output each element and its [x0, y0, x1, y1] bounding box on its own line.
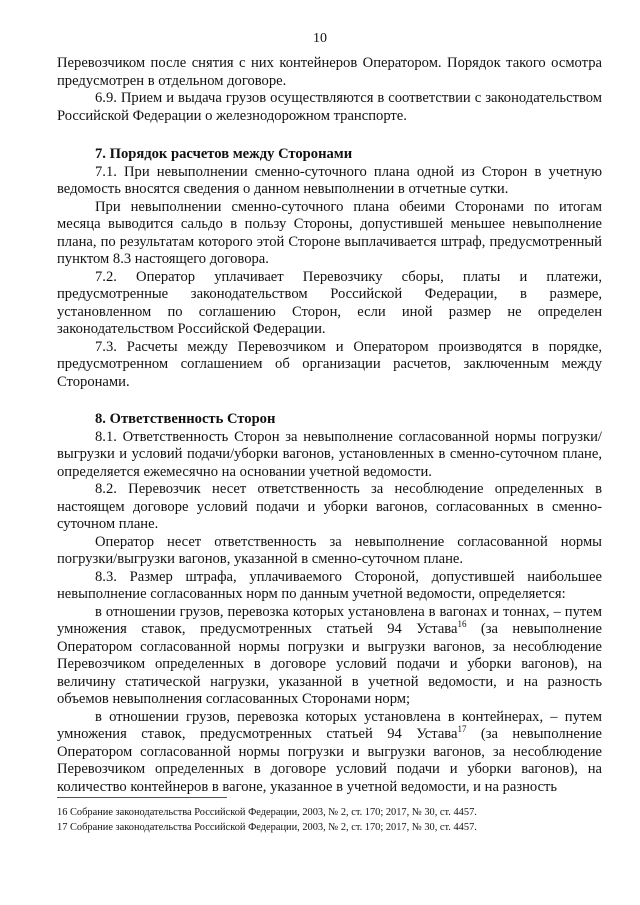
- footnote-ref[interactable]: 17: [457, 724, 467, 734]
- footnote-ref[interactable]: 16: [457, 619, 467, 629]
- paragraph: 7.1. При невыполнении сменно-суточного плана одной из Сторон в учетную ведомость вносятся сведения о данном невыполнении в отчетные сутки.: [57, 163, 602, 197]
- footnote-16: 16 Собрание законодательства Российской Федерации, 2003, № 2, ст. 170; 2017, № 30, ст. 4457.: [57, 807, 477, 818]
- paragraph-text: в отношении грузов, перевозка которых установлена в вагонах и тоннах, – путем умножения ставок, предусмотренных статьей 94 Устава: [57, 603, 602, 637]
- paragraph: Перевозчиком после снятия с них контейнеров Оператором. Порядок такого осмотра предусмотрен в отдельном договоре.: [57, 55, 602, 89]
- paragraph-text: (за невыполнение Оператором согласованной нормы погрузки и выгрузки вагонов, за несоблюдение Перевозчиком определенных в договоре условий подачи и уборки вагонов), на количество контейнеров в вагоне, указанное в учетной ведомости, и на разность: [57, 726, 602, 795]
- paragraph-with-footnote: [57, 604, 602, 709]
- paragraph: 8.2. Перевозчик несет ответственность за несоблюдение определенных в настоящем договоре условий подачи и уборки вагонов, согласованных в сменно-суточном плане.: [57, 481, 602, 532]
- paragraph: При невыполнении сменно-суточного плана обеими Сторонами по итогам месяца выводится сальдо в пользу Стороны, допустившей меньшее невыполнение плана, по результатам которого этой Стороне выплачивается штраф, предусмотренный пунктом 8.3 настоящего договора.: [57, 198, 602, 267]
- paragraph: Оператор несет ответственность за невыполнение согласованной нормы погрузки/выгрузки вагонов, указанной в сменно-суточном плане.: [57, 533, 602, 567]
- document-body: [57, 55, 602, 796]
- paragraph: 7.2. Оператор уплачивает Перевозчику сборы, платы и платежи, предусмотренные законодательством Российской Федерации, в размере, установленном по соглашению Сторон, если иной размер не определен законодательством Российской Федерации.: [57, 268, 602, 337]
- paragraph-with-footnote: [57, 709, 602, 797]
- section-heading: 7. Порядок расчетов между Сторонами: [95, 146, 353, 162]
- paragraph-text: в отношении грузов, перевозка которых установлена в контейнерах, – путем умножения ставок, предусмотренных статьей 94 Устава: [57, 708, 602, 742]
- section-heading: 8. Ответственность Сторон: [95, 411, 276, 427]
- paragraph: 8.3. Размер штрафа, уплачиваемого Стороной, допустившей наибольшее невыполнение согласованных норм по данным учетной ведомости, определяется:: [57, 568, 602, 602]
- paragraph-text: (за невыполнение Оператором согласованной нормы погрузки и выгрузки вагонов, за несоблюдение Перевозчиком определенных в договоре условий подачи и уборки вагонов), на величину статической нагрузки, указанной в учетной ведомости, и на разность объемов невыполнения согласованных Сторонами норм;: [57, 621, 602, 707]
- paragraph: 6.9. Прием и выдача грузов осуществляются в соответствии с законодательством Российской Федерации о железнодорожном транспорте.: [57, 90, 602, 124]
- paragraph: 7.3. Расчеты между Перевозчиком и Оператором производятся в порядке, предусмотренном соглашением об организации расчетов, заключенным между Сторонами.: [57, 338, 602, 390]
- footnote-divider: [57, 797, 227, 798]
- paragraph: 8.1. Ответственность Сторон за невыполнение согласованной нормы погрузки/выгрузки и условий подачи/уборки вагонов, установленных в сменно-суточном плане, определяется ежемесячно на основании учетной ведомости.: [57, 428, 602, 480]
- page-number: 10: [313, 31, 327, 46]
- footnote-17: 17 Собрание законодательства Российской Федерации, 2003, № 2, ст. 170; 2017, № 30, ст. 4457.: [57, 822, 477, 833]
